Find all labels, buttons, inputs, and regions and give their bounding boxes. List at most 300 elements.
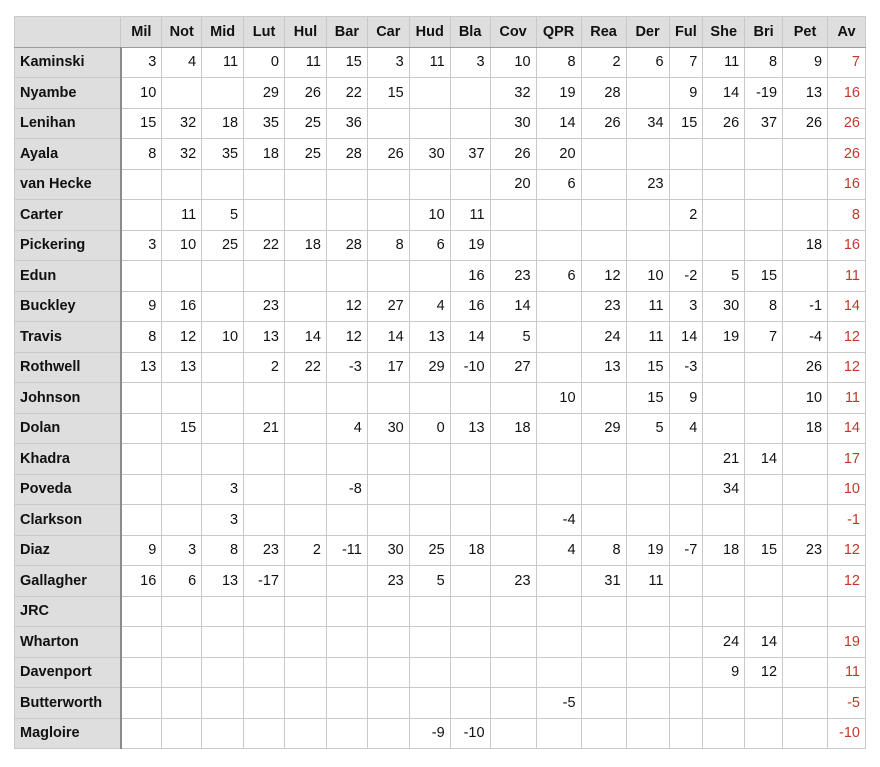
score-cell: 25 bbox=[285, 108, 327, 139]
score-cell bbox=[745, 169, 783, 200]
score-cell: 6 bbox=[162, 566, 202, 597]
column-header-rea: Rea bbox=[581, 17, 626, 48]
score-cell: 19 bbox=[536, 78, 581, 109]
column-header-der: Der bbox=[626, 17, 669, 48]
score-cell bbox=[202, 291, 244, 322]
score-cell bbox=[669, 505, 703, 536]
score-cell: 23 bbox=[244, 291, 285, 322]
score-cell: 9 bbox=[703, 657, 745, 688]
score-cell bbox=[581, 139, 626, 170]
score-cell: 11 bbox=[162, 200, 202, 231]
table-row bbox=[15, 78, 866, 109]
score-cell: 9 bbox=[121, 535, 162, 566]
average-cell: 12 bbox=[828, 322, 866, 353]
score-cell: 23 bbox=[490, 261, 536, 292]
score-cell: 15 bbox=[626, 383, 669, 414]
score-cell: 13 bbox=[450, 413, 490, 444]
score-cell bbox=[626, 596, 669, 627]
corner-cell bbox=[15, 17, 121, 48]
score-cell: 3 bbox=[121, 230, 162, 261]
score-cell bbox=[121, 688, 162, 719]
score-cell bbox=[490, 383, 536, 414]
score-cell: 14 bbox=[745, 627, 783, 658]
score-cell: 5 bbox=[202, 200, 244, 231]
score-cell bbox=[326, 383, 367, 414]
score-cell bbox=[450, 78, 490, 109]
score-cell: 10 bbox=[121, 78, 162, 109]
score-cell: 9 bbox=[669, 78, 703, 109]
score-cell: 0 bbox=[244, 47, 285, 78]
column-header-av: Av bbox=[828, 17, 866, 48]
score-cell bbox=[783, 474, 828, 505]
score-cell: 2 bbox=[669, 200, 703, 231]
score-cell: 11 bbox=[626, 291, 669, 322]
score-cell bbox=[121, 474, 162, 505]
score-cell bbox=[745, 413, 783, 444]
score-cell bbox=[121, 413, 162, 444]
row-label: Clarkson bbox=[15, 505, 121, 536]
score-cell bbox=[626, 688, 669, 719]
score-cell: 18 bbox=[450, 535, 490, 566]
row-label: Pickering bbox=[15, 230, 121, 261]
score-cell bbox=[121, 718, 162, 749]
score-cell bbox=[703, 139, 745, 170]
score-cell bbox=[202, 657, 244, 688]
score-cell bbox=[285, 718, 327, 749]
score-cell bbox=[581, 200, 626, 231]
score-cell: 18 bbox=[202, 108, 244, 139]
score-cell: 8 bbox=[121, 139, 162, 170]
score-cell: -4 bbox=[536, 505, 581, 536]
score-cell bbox=[121, 596, 162, 627]
score-cell bbox=[285, 200, 327, 231]
score-cell: 35 bbox=[244, 108, 285, 139]
score-cell: 0 bbox=[409, 413, 450, 444]
score-cell bbox=[409, 78, 450, 109]
score-cell: 12 bbox=[162, 322, 202, 353]
score-cell: 9 bbox=[783, 47, 828, 78]
average-cell: 11 bbox=[828, 261, 866, 292]
score-cell bbox=[490, 657, 536, 688]
score-cell bbox=[367, 505, 409, 536]
score-cell bbox=[450, 444, 490, 475]
column-header-ful: Ful bbox=[669, 17, 703, 48]
score-cell: 19 bbox=[450, 230, 490, 261]
score-cell: 23 bbox=[244, 535, 285, 566]
average-cell: 16 bbox=[828, 230, 866, 261]
score-cell: 19 bbox=[626, 535, 669, 566]
score-cell bbox=[162, 444, 202, 475]
column-header-car: Car bbox=[367, 17, 409, 48]
score-cell: 15 bbox=[669, 108, 703, 139]
score-cell: 6 bbox=[536, 261, 581, 292]
score-cell bbox=[244, 718, 285, 749]
score-cell bbox=[745, 596, 783, 627]
score-cell: 12 bbox=[326, 291, 367, 322]
score-cell bbox=[490, 688, 536, 719]
score-cell: 8 bbox=[536, 47, 581, 78]
score-cell bbox=[450, 474, 490, 505]
score-cell bbox=[669, 139, 703, 170]
score-cell bbox=[326, 596, 367, 627]
score-cell bbox=[745, 566, 783, 597]
score-cell bbox=[367, 383, 409, 414]
score-cell bbox=[121, 200, 162, 231]
score-cell: 8 bbox=[367, 230, 409, 261]
score-cell: 10 bbox=[409, 200, 450, 231]
score-cell bbox=[703, 566, 745, 597]
row-label: Magloire bbox=[15, 718, 121, 749]
average-cell: 19 bbox=[828, 627, 866, 658]
score-cell: 21 bbox=[703, 444, 745, 475]
score-cell bbox=[783, 261, 828, 292]
score-cell bbox=[244, 505, 285, 536]
score-cell bbox=[285, 505, 327, 536]
score-cell: 13 bbox=[581, 352, 626, 383]
score-cell: 6 bbox=[409, 230, 450, 261]
score-cell bbox=[367, 718, 409, 749]
score-cell bbox=[536, 566, 581, 597]
score-cell bbox=[745, 474, 783, 505]
score-cell: 3 bbox=[202, 505, 244, 536]
score-cell: 3 bbox=[121, 47, 162, 78]
score-cell bbox=[367, 657, 409, 688]
score-cell bbox=[783, 505, 828, 536]
score-cell: 27 bbox=[490, 352, 536, 383]
score-cell bbox=[703, 505, 745, 536]
score-cell: 30 bbox=[409, 139, 450, 170]
score-cell: 9 bbox=[669, 383, 703, 414]
row-label: Johnson bbox=[15, 383, 121, 414]
score-cell bbox=[490, 535, 536, 566]
score-cell bbox=[121, 444, 162, 475]
score-cell: 8 bbox=[581, 535, 626, 566]
score-cell: 18 bbox=[285, 230, 327, 261]
score-cell: 14 bbox=[285, 322, 327, 353]
score-cell bbox=[536, 474, 581, 505]
table-row bbox=[15, 47, 866, 78]
table-row bbox=[15, 657, 866, 688]
score-cell: -11 bbox=[326, 535, 367, 566]
score-cell: 13 bbox=[409, 322, 450, 353]
table-row bbox=[15, 505, 866, 536]
score-cell: -3 bbox=[669, 352, 703, 383]
score-cell: 29 bbox=[244, 78, 285, 109]
score-cell bbox=[626, 200, 669, 231]
score-cell: 3 bbox=[162, 535, 202, 566]
score-cell bbox=[450, 627, 490, 658]
score-cell: 9 bbox=[121, 291, 162, 322]
table-row bbox=[15, 230, 866, 261]
score-cell: 14 bbox=[669, 322, 703, 353]
score-cell bbox=[745, 383, 783, 414]
score-cell bbox=[409, 627, 450, 658]
score-cell bbox=[285, 474, 327, 505]
score-cell bbox=[285, 596, 327, 627]
score-cell bbox=[285, 657, 327, 688]
score-cell bbox=[581, 627, 626, 658]
score-cell bbox=[536, 200, 581, 231]
score-cell bbox=[626, 444, 669, 475]
score-cell bbox=[409, 383, 450, 414]
score-cell: 15 bbox=[326, 47, 367, 78]
score-cell bbox=[626, 718, 669, 749]
score-cell: 11 bbox=[450, 200, 490, 231]
score-cell bbox=[326, 627, 367, 658]
score-cell: -7 bbox=[669, 535, 703, 566]
score-cell bbox=[285, 688, 327, 719]
score-cell: 10 bbox=[536, 383, 581, 414]
score-cell bbox=[669, 657, 703, 688]
table-row bbox=[15, 261, 866, 292]
score-cell: 24 bbox=[703, 627, 745, 658]
column-header-mil: Mil bbox=[121, 17, 162, 48]
score-cell: 30 bbox=[703, 291, 745, 322]
score-cell: 18 bbox=[490, 413, 536, 444]
score-cell bbox=[285, 444, 327, 475]
score-cell: 13 bbox=[202, 566, 244, 597]
score-cell bbox=[490, 230, 536, 261]
score-cell: 26 bbox=[703, 108, 745, 139]
score-cell bbox=[490, 200, 536, 231]
score-cell: 23 bbox=[367, 566, 409, 597]
table-row bbox=[15, 596, 866, 627]
score-cell: 34 bbox=[626, 108, 669, 139]
score-cell bbox=[490, 596, 536, 627]
score-cell bbox=[326, 657, 367, 688]
score-cell: 5 bbox=[626, 413, 669, 444]
score-cell bbox=[669, 596, 703, 627]
score-cell: -2 bbox=[669, 261, 703, 292]
score-cell: 31 bbox=[581, 566, 626, 597]
score-cell bbox=[783, 718, 828, 749]
score-cell: 13 bbox=[162, 352, 202, 383]
score-cell: 13 bbox=[244, 322, 285, 353]
table-row bbox=[15, 627, 866, 658]
score-cell bbox=[162, 169, 202, 200]
score-cell bbox=[450, 566, 490, 597]
score-cell: 12 bbox=[581, 261, 626, 292]
score-cell: 4 bbox=[536, 535, 581, 566]
score-cell: 37 bbox=[450, 139, 490, 170]
score-cell: 11 bbox=[409, 47, 450, 78]
score-cell: 28 bbox=[581, 78, 626, 109]
score-cell bbox=[121, 261, 162, 292]
score-cell bbox=[285, 291, 327, 322]
score-cell bbox=[367, 688, 409, 719]
score-cell bbox=[536, 596, 581, 627]
column-header-lut: Lut bbox=[244, 17, 285, 48]
score-cell: 8 bbox=[745, 291, 783, 322]
score-cell: 16 bbox=[121, 566, 162, 597]
score-cell bbox=[326, 444, 367, 475]
score-cell bbox=[409, 688, 450, 719]
score-cell: 14 bbox=[490, 291, 536, 322]
score-cell bbox=[202, 383, 244, 414]
score-cell: 2 bbox=[285, 535, 327, 566]
score-cell bbox=[536, 627, 581, 658]
score-cell: 6 bbox=[536, 169, 581, 200]
score-cell: 30 bbox=[367, 413, 409, 444]
score-cell bbox=[326, 261, 367, 292]
score-cell bbox=[490, 474, 536, 505]
score-cell bbox=[285, 383, 327, 414]
score-cell: 23 bbox=[626, 169, 669, 200]
score-cell: 37 bbox=[745, 108, 783, 139]
score-cell: 30 bbox=[367, 535, 409, 566]
score-cell bbox=[162, 383, 202, 414]
table-row bbox=[15, 535, 866, 566]
score-cell bbox=[202, 718, 244, 749]
score-cell bbox=[202, 169, 244, 200]
row-label: Poveda bbox=[15, 474, 121, 505]
score-cell bbox=[244, 688, 285, 719]
score-cell bbox=[409, 596, 450, 627]
score-cell: 25 bbox=[409, 535, 450, 566]
score-cell: 3 bbox=[367, 47, 409, 78]
score-cell: 18 bbox=[783, 413, 828, 444]
score-cell: 11 bbox=[202, 47, 244, 78]
score-cell: 12 bbox=[745, 657, 783, 688]
score-cell: 19 bbox=[703, 322, 745, 353]
score-cell bbox=[121, 383, 162, 414]
score-cell bbox=[536, 230, 581, 261]
score-cell: -9 bbox=[409, 718, 450, 749]
score-cell bbox=[490, 627, 536, 658]
score-cell: 29 bbox=[581, 413, 626, 444]
score-cell bbox=[244, 383, 285, 414]
score-cell bbox=[626, 78, 669, 109]
score-cell: -10 bbox=[450, 718, 490, 749]
score-cell: -3 bbox=[326, 352, 367, 383]
score-cell bbox=[783, 169, 828, 200]
row-label: Travis bbox=[15, 322, 121, 353]
score-cell: 20 bbox=[536, 139, 581, 170]
average-cell: 26 bbox=[828, 139, 866, 170]
average-cell: -1 bbox=[828, 505, 866, 536]
score-cell: 10 bbox=[626, 261, 669, 292]
score-cell: 35 bbox=[202, 139, 244, 170]
score-cell bbox=[162, 627, 202, 658]
average-cell: -10 bbox=[828, 718, 866, 749]
score-cell bbox=[367, 474, 409, 505]
score-cell: 32 bbox=[490, 78, 536, 109]
score-cell bbox=[409, 261, 450, 292]
score-cell bbox=[703, 230, 745, 261]
row-label: JRC bbox=[15, 596, 121, 627]
average-cell: -5 bbox=[828, 688, 866, 719]
score-cell: 10 bbox=[162, 230, 202, 261]
row-label: Diaz bbox=[15, 535, 121, 566]
average-cell: 7 bbox=[828, 47, 866, 78]
column-header-hud: Hud bbox=[409, 17, 450, 48]
score-cell: 13 bbox=[783, 78, 828, 109]
score-cell bbox=[669, 566, 703, 597]
table-row bbox=[15, 200, 866, 231]
row-label: Rothwell bbox=[15, 352, 121, 383]
score-cell: 11 bbox=[626, 322, 669, 353]
score-cell bbox=[490, 505, 536, 536]
score-cell: 36 bbox=[326, 108, 367, 139]
score-cell bbox=[367, 261, 409, 292]
score-cell: 16 bbox=[450, 261, 490, 292]
average-cell: 16 bbox=[828, 169, 866, 200]
score-cell bbox=[409, 505, 450, 536]
score-cell bbox=[581, 230, 626, 261]
table-row bbox=[15, 444, 866, 475]
table-row bbox=[15, 718, 866, 749]
score-cell bbox=[450, 657, 490, 688]
score-cell bbox=[536, 322, 581, 353]
column-header-bla: Bla bbox=[450, 17, 490, 48]
score-cell bbox=[244, 657, 285, 688]
score-cell bbox=[202, 352, 244, 383]
score-cell bbox=[745, 718, 783, 749]
score-cell: -10 bbox=[450, 352, 490, 383]
score-cell bbox=[285, 169, 327, 200]
score-cell: 14 bbox=[703, 78, 745, 109]
row-label: Carter bbox=[15, 200, 121, 231]
score-cell bbox=[703, 383, 745, 414]
column-header-bar: Bar bbox=[326, 17, 367, 48]
score-cell bbox=[669, 688, 703, 719]
score-cell bbox=[626, 627, 669, 658]
table-row bbox=[15, 139, 866, 170]
score-cell bbox=[244, 200, 285, 231]
average-cell: 14 bbox=[828, 291, 866, 322]
score-cell: -19 bbox=[745, 78, 783, 109]
score-cell bbox=[490, 444, 536, 475]
score-cell: 15 bbox=[745, 535, 783, 566]
score-cell bbox=[703, 688, 745, 719]
score-cell bbox=[745, 688, 783, 719]
score-cell bbox=[745, 505, 783, 536]
score-cell: 10 bbox=[490, 47, 536, 78]
score-cell bbox=[536, 657, 581, 688]
score-cell bbox=[581, 505, 626, 536]
score-cell bbox=[783, 566, 828, 597]
score-cell bbox=[581, 657, 626, 688]
score-cell bbox=[745, 200, 783, 231]
score-cell: 27 bbox=[367, 291, 409, 322]
score-cell bbox=[409, 474, 450, 505]
score-cell bbox=[450, 108, 490, 139]
score-cell bbox=[783, 200, 828, 231]
score-cell bbox=[202, 78, 244, 109]
table-row bbox=[15, 322, 866, 353]
row-label: Wharton bbox=[15, 627, 121, 658]
column-header-cov: Cov bbox=[490, 17, 536, 48]
average-cell: 12 bbox=[828, 566, 866, 597]
score-cell bbox=[367, 444, 409, 475]
score-cell: 2 bbox=[581, 47, 626, 78]
score-cell: 14 bbox=[450, 322, 490, 353]
score-cell bbox=[285, 627, 327, 658]
score-cell: 32 bbox=[162, 108, 202, 139]
score-cell: 16 bbox=[450, 291, 490, 322]
score-cell bbox=[669, 444, 703, 475]
score-cell: 10 bbox=[202, 322, 244, 353]
score-cell: 5 bbox=[409, 566, 450, 597]
score-cell bbox=[202, 261, 244, 292]
score-cell: -4 bbox=[783, 322, 828, 353]
score-cell bbox=[326, 688, 367, 719]
table-row bbox=[15, 291, 866, 322]
score-cell bbox=[581, 596, 626, 627]
score-cell bbox=[581, 474, 626, 505]
average-cell: 11 bbox=[828, 657, 866, 688]
score-cell bbox=[703, 200, 745, 231]
